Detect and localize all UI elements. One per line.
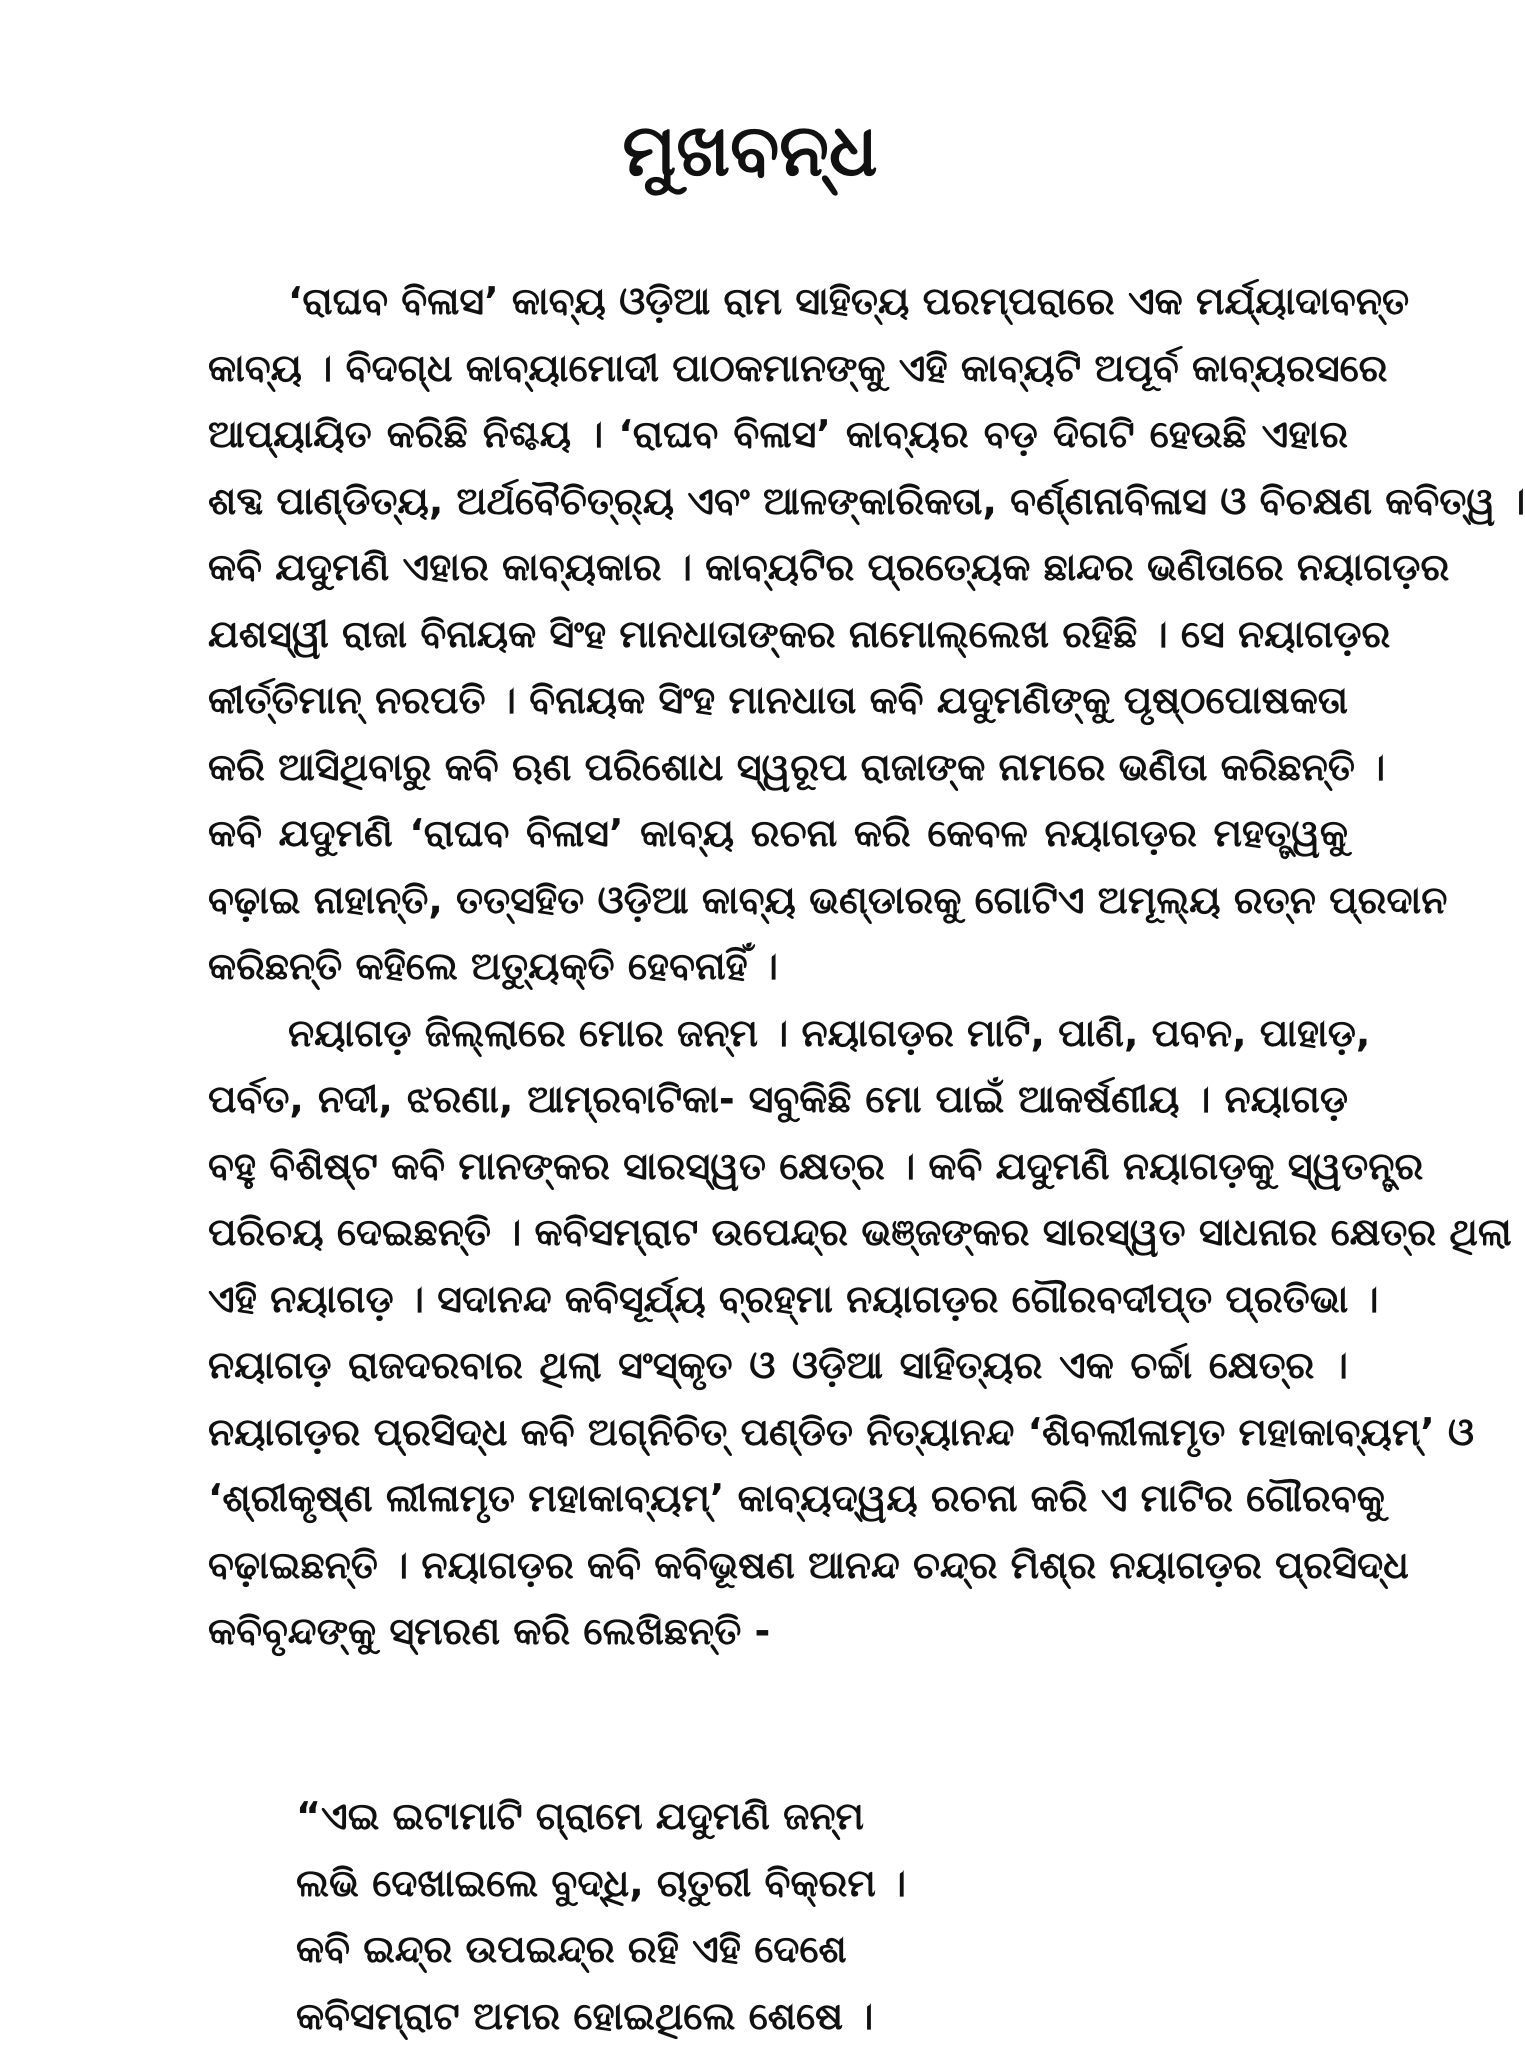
text-line: କବି ଯଦୁମଣି ‘ରାଘବ ବିଳାସ’ କାବ୍ୟ ରଚନା କରି କେବଳ ନୟାଗଡ଼ର ମହତ୍ତ୍ୱକୁ [208, 800, 1348, 867]
body-text [208, 268, 1348, 1665]
text-line: ଆପ୍ୟାୟିତ କରିଛି ନିଶ୍ଚୟ । ‘ରାଘବ ବିଳାସ’ କାବ୍ୟର ବଡ଼ ଦିଗଟି ହେଉଛି ଏହାର [208, 401, 1348, 468]
verse-line: “ଏଇ ଇଟାମାଟି ଗ୍ରାମେ ଯଦୁମଣି ଜନ୍ମ [296, 1783, 1196, 1850]
text-line: କବିବୃନ୍ଦଙ୍କୁ ସ୍ମରଣ କରି ଲେଖିଛନ୍ତି - [208, 1598, 1348, 1665]
verse-line: କବି ଇନ୍ଦ୍ର ଉପଇନ୍ଦ୍ର ରହି ଏହି ଦେଶେ [296, 1916, 1196, 1983]
text-line: ବଢ଼ାଇଛନ୍ତି । ନୟାଗଡ଼ର କବି କବିଭୂଷଣ ଆନନ୍ଦ ଚନ୍ଦ୍ର ମିଶ୍ର ନୟାଗଡ଼ର ପ୍ରସିଦ୍ଧ [208, 1532, 1348, 1599]
text-line: ବଢ଼ାଇ ନାହାନ୍ତି, ତତ୍‌ସହିତ ଓଡ଼ିଆ କାବ୍ୟ ଭଣ୍ଡାରକୁ ଗୋଟିଏ ଅମୂଲ୍ୟ ରତ୍ନ ପ୍ରଦାନ [208, 867, 1348, 934]
text-line: ଶବ୍ଦ ପାଣ୍ଡିତ୍ୟ, ଅର୍ଥବୈଚିତ୍ର୍ୟ ଏବଂ ଆଳଙ୍କାରିକତା, ବର୍ଣ୍ଣନାବିଳାସ ଓ ବିଚକ୍ଷଣ କବିତ୍ୱ । [208, 468, 1348, 535]
text-line: ଏହି ନୟାଗଡ଼ । ସଦାନନ୍ଦ କବିସୂର୍ଯ୍ୟ ବ୍ରହ୍ମା ନୟାଗଡ଼ର ଗୌରବଦୀପ୍ତ ପ୍ରତିଭା । [208, 1266, 1348, 1333]
page-title: ମୁଖବନ୍ଧ [0, 105, 1500, 195]
text-line: କରିଛନ୍ତି କହିଲେ ଅତ୍ୟୁକ୍ତି ହେବନାହିଁ । [208, 933, 1348, 1000]
verse-line: କବିସମ୍ରାଟ ଅମର ହୋଇଥିଲେ ଶେଷେ । [296, 1983, 1196, 2049]
text-line: କୀର୍ତ୍ତିମାନ୍ ନରପତି । ବିନାୟକ ସିଂହ ମାନଧାତା କବି ଯଦୁମଣିଙ୍କୁ ପୃଷ୍ଠପୋଷକତା [208, 667, 1348, 734]
verse-line: ଲଭି ଦେଖାଇଲେ ବୁଦ୍ଧି, ଚାତୁରୀ ବିକ୍ରମ । [296, 1850, 1196, 1917]
text-line: କାବ୍ୟ । ବିଦଗ୍ଧ କାବ୍ୟାମୋଦୀ ପାଠକମାନଙ୍କୁ ଏହି କାବ୍ୟଟି ଅପୂର୍ବ କାବ୍ୟରସରେ [208, 335, 1348, 402]
text-line: ନୟାଗଡ଼ ଜିଲ୍ଲାରେ ମୋର ଜନ୍ମ । ନୟାଗଡ଼ର ମାଟି, ପାଣି, ପବନ, ପାହାଡ଼, [208, 1000, 1348, 1067]
text-line: ପରିଚୟ ଦେଇଛନ୍ତି । କବିସମ୍ରାଟ ଉପେନ୍ଦ୍ର ଭଞ୍ଜଙ୍କର ସାରସ୍ୱତ ସାଧନାର କ୍ଷେତ୍ର ଥିଲା [208, 1199, 1348, 1266]
text-line: ବହୁ ବିଶିଷ୍ଟ କବି ମାନଙ୍କର ସାରସ୍ୱତ କ୍ଷେତ୍ର । କବି ଯଦୁମଣି ନୟାଗଡ଼କୁ ସ୍ୱତନ୍ତ୍ର [208, 1133, 1348, 1200]
verse-quote [296, 1783, 1196, 2049]
text-line: କରି ଆସିଥିବାରୁ କବି ଋଣ ପରିଶୋଧ ସ୍ୱରୂପ ରାଜାଙ୍କ ନାମରେ ଭଣିତା କରିଛନ୍ତି । [208, 734, 1348, 801]
text-line: ଯଶସ୍ୱୀ ରାଜା ବିନାୟକ ସିଂହ ମାନଧାତାଙ୍କର ନାମୋଲ୍ଲେଖ ରହିଛି । ସେ ନୟାଗଡ଼ର [208, 601, 1348, 668]
text-line: କବି ଯଦୁମଣି ଏହାର କାବ୍ୟକାର । କାବ୍ୟଟିର ପ୍ରତ୍ୟେକ ଛାନ୍ଦର ଭଣିତାରେ ନୟାଗଡ଼ର [208, 534, 1348, 601]
text-line: ନୟାଗଡ଼ର ପ୍ରସିଦ୍ଧ କବି ଅଗ୍ନିଚିତ୍ ପଣ୍ଡିତ ନିତ୍ୟାନନ୍ଦ ‘ଶିବଲୀଳାମୃତ ମହାକାବ୍ୟମ୍’ ଓ [208, 1399, 1348, 1466]
text-line: ନୟାଗଡ଼ ରାଜଦରବାର ଥିଲା ସଂସ୍କୃତ ଓ ଓଡ଼ିଆ ସାହିତ୍ୟର ଏକ ଚର୍ଚ୍ଚା କ୍ଷେତ୍ର । [208, 1332, 1348, 1399]
text-line: ‘ରାଘବ ବିଳାସ’ କାବ୍ୟ ଓଡ଼ିଆ ରାମ ସାହିତ୍ୟ ପରମ୍ପରାରେ ଏକ ମର୍ଯ୍ୟାଦାବନ୍ତ [208, 268, 1348, 335]
text-line: ପର୍ବତ, ନଦୀ, ଝରଣା, ଆମ୍ରବାଟିକା- ସବୁକିଛି ମୋ ପାଇଁ ଆକର୍ଷଣୀୟ । ନୟାଗଡ଼ [208, 1066, 1348, 1133]
text-line: ‘ଶ୍ରୀକୃଷ୍ଣ ଲୀଳାମୃତ ମହାକାବ୍ୟମ୍’ କାବ୍ୟଦ୍ୱୟ ରଚନା କରି ଏ ମାଟିର ଗୌରବକୁ [208, 1465, 1348, 1532]
